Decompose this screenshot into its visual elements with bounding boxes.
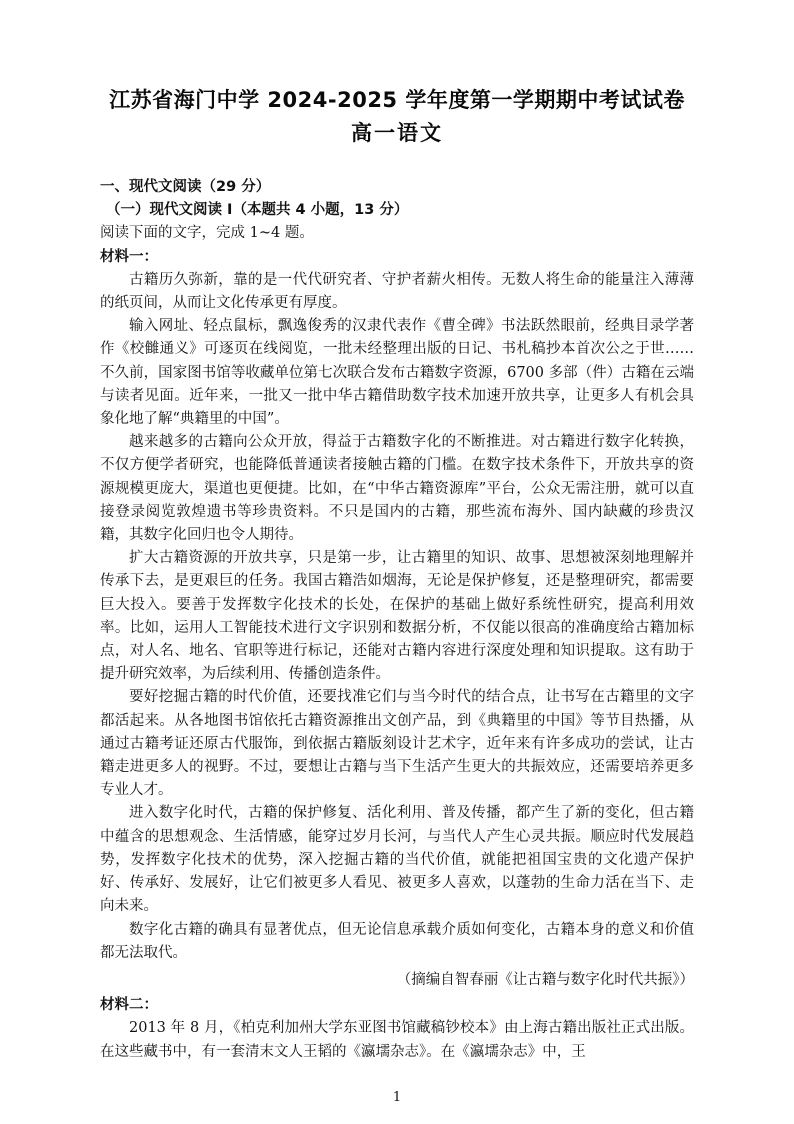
- material-1-paragraph: 越来越多的古籍向公众开放，得益于古籍数字化的不断推进。对古籍进行数字化转换，不仅方便学者研究，也能降低普通读者接触古籍的门槛。在数字技术条件下，开放共享的资源规模更庞大，渠道也更便捷。比如，在“中华古籍资源库”平台，公众无需注册，就可以直接登录阅览敦煌遗书等珍贵资料。不只是国内的古籍，那些流布海外、国内缺藏的珍贵汉籍，其数字化回归也令人期待。: [100, 434, 694, 544]
- page-number: 1: [392, 1090, 402, 1105]
- material-2-label: 材料二：: [100, 997, 158, 1014]
- material-1-paragraph: 要好挖掘古籍的时代价值，还要找准它们与当今时代的结合点，让书写在古籍里的文字都活起来。从各地图书馆依托古籍资源推出文创产品，到《典籍里的中国》等节目热播，从通过古籍考证还原古代服饰，到依据古籍版刻设计艺术字，近年来有许多成功的尝试，让古籍走进更多人的视野。不过，要想让古籍与当下生活产生更大的共振效应，还需要培养更多专业人才。: [100, 689, 694, 799]
- material-1-paragraph: 古籍历久弥新，靠的是一代代研究者、守护者薪火相传。无数人将生命的能量注入薄薄的纸页间，从而让文化传承更有厚度。: [100, 271, 694, 312]
- exam-subject: 高一语文: [351, 121, 443, 145]
- material-1-label: 材料一：: [100, 248, 158, 265]
- material-1-paragraph: 进入数字化时代，古籍的保护修复、活化利用、普及传播，都产生了新的变化，但古籍中蕴含的思想观念、生活情感，能穿过岁月长河，与当代人产生心灵共振。顺应时代发展趋势，发挥数字化技术的优势，深入挖掘古籍的当代价值，就能把祖国宝贵的文化遗产保护好、传承好、发展好，让它们被更多人看见、被更多人喜欢，以蓬勃的生命力活在当下、走向未来。: [100, 805, 694, 915]
- section-heading: 一、现代文阅读（29 分）: [100, 179, 271, 195]
- material-2-paragraph: 2013 年 8 月，《柏克利加州大学东亚图书馆藏稿钞校本》由上海古籍出版社正式出版。在这些藏书中，有一套清末文人王韬的《瀛壖杂志》。在《瀛壖杂志》中，王: [100, 1020, 694, 1060]
- subsection-heading: （一）现代文阅读 I（本题共 4 小题，13 分）: [106, 202, 409, 219]
- material-1-paragraph: 输入网址、轻点鼠标，飘逸俊秀的汉隶代表作《曹全碑》书法跃然眼前，经典目录学著作《校雠通义》可逐页在线阅览，一批未经整理出版的日记、书札稿抄本首次公之于世……不久前，国家图书馆等收藏单位第七次联合发布古籍数字资源，6700 多部（件）古籍在云端与读者见面。近年来，一批又一批中华古籍借助数字技术加速开放共享，让更多人有机会具象化地了解“典籍里的中国”。: [100, 318, 694, 428]
- exam-content: [100, 176, 694, 1064]
- exam-title: 江苏省海门中学 2024-2025 学年度第一学期期中考试试卷: [109, 88, 685, 112]
- instruction-text: 阅读下面的文字，完成 1~4 题。: [100, 225, 314, 242]
- material-1-source: （摘编自智春丽《让古籍与数字化时代共振》）: [396, 971, 694, 988]
- material-1-paragraph: 数字化古籍的确具有显著优点，但无论信息承载介质如何变化，古籍本身的意义和价值都无法取代。: [100, 921, 694, 961]
- material-1-paragraph: 扩大古籍资源的开放共享，只是第一步，让古籍里的知识、故事、思想被深刻地理解并传承下去，是更艰巨的任务。我国古籍浩如烟海，无论是保护修复，还是整理研究，都需要巨大投入。要善于发挥数字化技术的长处，在保护的基础上做好系统性研究，提高利用效率。比如，运用人工智能技术进行文字识别和数据分析，不仅能以很高的准确度给古籍加标点，对人名、地名、官职等进行标记，还能对古籍内容进行深度处理和知识提取。这有助于提升研究效率，为后续利用、传播创造条件。: [100, 550, 694, 683]
